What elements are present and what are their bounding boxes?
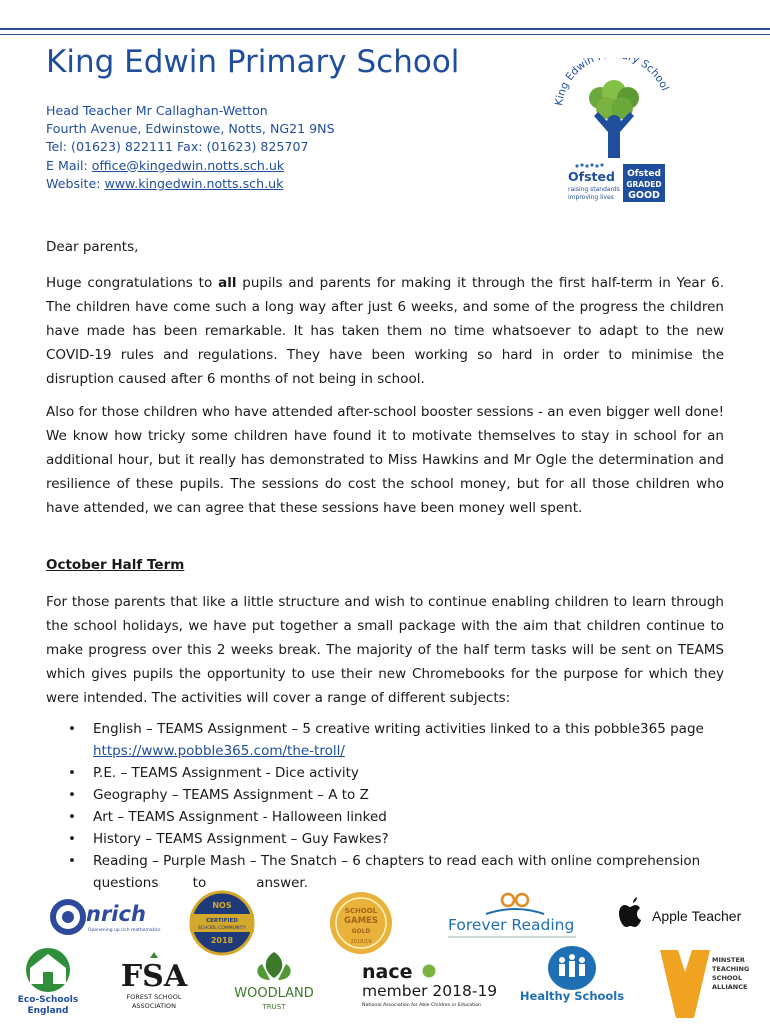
games-year: 2018/19 xyxy=(350,939,372,945)
paragraph-booster-sessions xyxy=(46,400,724,520)
school-crest-logo xyxy=(548,58,673,168)
task-english-text: English – TEAMS Assignment – 5 creative writing activities linked to a this pobble365 page xyxy=(93,721,704,737)
healthy-schools-text: Healthy Schools xyxy=(519,989,625,1003)
paragraph-half-term xyxy=(46,590,724,710)
woodland-trust-text: TRUST xyxy=(262,1003,286,1011)
p1-bold: all xyxy=(218,275,237,291)
ofsted-tagline-2: improving lives xyxy=(568,194,614,201)
nace-subtitle: National Association for Able Children in Education xyxy=(362,1003,482,1008)
crest-arc-text: King Edwin y School xyxy=(553,58,671,107)
nrich-text: nrich xyxy=(86,902,146,926)
list-item xyxy=(46,718,726,762)
head-teacher: Head Teacher Mr Callaghan-Wetton xyxy=(46,103,268,118)
ofsted-badges xyxy=(567,162,667,204)
apple-teacher-text: Apple Teacher xyxy=(652,908,742,924)
task-list xyxy=(46,718,726,894)
nrich-subtitle: Openening up rich mathematics xyxy=(88,928,161,933)
task-reading-answer: answer. xyxy=(256,875,309,891)
ofsted-tagline-1: raising standards xyxy=(568,186,620,193)
website-link[interactable]: www.kingedwin.notts.sch.uk xyxy=(104,175,284,191)
ofsted-grade: GOOD xyxy=(628,190,660,201)
p1-end: pupils and parents for making it through the first half-term in Year 6. The children have come such a long way after just 6 weeks, and some of the progress the children have made has been remarkable. It has taken them no time whatsoever to adapt to the new COVID-19 rules and regulations. They have been working so hard in order to minimise the disruption caused after 6 months of not being in school. xyxy=(46,275,724,387)
woodland-text: WOODLAND xyxy=(234,986,314,1001)
eco-schools-logo xyxy=(8,944,88,1020)
heading-october-half-term: October Half Term xyxy=(46,557,185,573)
minster-line4: ALLIANCE xyxy=(712,983,748,991)
eco-schools-text: Eco-Schools xyxy=(17,995,79,1005)
website-line xyxy=(46,175,335,193)
forever-reading-text: Forever Reading xyxy=(448,916,575,934)
task-reading-text: Reading – Purple Mash – The Snatch – 6 chapters to read each with online comprehension questions xyxy=(93,853,701,891)
task-reading-to: to xyxy=(192,875,207,891)
fsa-text: FSA xyxy=(120,959,188,994)
minster-line2: TEACHING xyxy=(712,965,750,973)
p1-start: Huge congratulations to xyxy=(46,275,219,291)
contact-block xyxy=(46,102,335,193)
email-line xyxy=(46,157,335,175)
minster-line3: SCHOOL xyxy=(712,974,743,982)
fsa-sub2: ASSOCIATION xyxy=(131,1002,177,1010)
minster-teaching-alliance-logo xyxy=(658,948,762,1020)
games-games: GAMES xyxy=(344,916,378,926)
ofsted-brand: Ofsted xyxy=(568,169,615,184)
games-school: SCHOOL xyxy=(344,907,378,915)
header-rule-thin xyxy=(0,34,770,35)
website-label: Website: xyxy=(46,175,105,191)
phone-fax: Tel: (01623) 822111 Fax: (01623) 825707 xyxy=(46,139,309,155)
forest-school-association-logo xyxy=(112,952,197,1016)
nos-certified: CERTIFIED xyxy=(206,918,238,924)
nace-member-text: member 2018-19 xyxy=(362,982,498,1000)
list-item: • History – TEAMS Assignment – Guy Fawkes? xyxy=(46,828,726,850)
list-item: • Art – TEAMS Assignment - Halloween linked xyxy=(46,806,726,828)
salutation: Dear parents, xyxy=(46,239,139,255)
list-item: • Geography – TEAMS Assignment – A to Z xyxy=(46,784,726,806)
woodland-trust-logo xyxy=(224,950,324,1014)
list-item xyxy=(46,850,726,894)
eco-england-text: England xyxy=(27,1006,69,1016)
nos-school-community: SCHOOL COMMUNITY xyxy=(197,926,247,931)
section-heading xyxy=(46,553,724,577)
pobble365-link[interactable]: https://www.pobble365.com/the-troll/ xyxy=(93,743,345,759)
nace-text: nace xyxy=(362,961,413,983)
ofsted-graded-label: GRADED xyxy=(626,180,662,189)
school-name: King Edwin Primary School xyxy=(46,44,460,80)
header-rule-thick xyxy=(0,28,770,30)
paragraph-congratulations xyxy=(46,271,724,391)
games-gold: GOLD xyxy=(351,928,371,935)
healthy-schools-logo xyxy=(518,944,628,1006)
list-item: • P.E. – TEAMS Assignment - Dice activity xyxy=(46,762,726,784)
nos-top-text: NOS xyxy=(212,901,232,910)
p2-text: Also for those children who have attended after-school booster sessions - an even bigger well done! We know how tricky some children have found it to motivate themselves to stay in school for an additional hour, but it really has demonstrated to Miss Hawkins and Mr Ogle the determination and resilience of these pupils. The sessions do cost the school money, but for all those children who have attended, we can agree that these sessions have been money well spent. xyxy=(46,404,724,516)
school-games-gold-logo xyxy=(328,890,394,956)
ofsted-graded-title: Ofsted xyxy=(627,169,661,179)
nace-member-logo xyxy=(358,958,508,1010)
forever-reading-logo xyxy=(446,890,586,942)
apple-teacher-logo xyxy=(618,896,763,936)
p3-text: For those parents that like a little structure and wish to continue enabling children to learn through the school holidays, we have put together a small package with the aim that children continue to make progress over this 2 weeks break. The majority of the half term tasks will be sent on TEAMS which gives pupils the opportunity to use their new Chromebooks for the purpose for which they were intended. The activities will cover a range of different subjects: xyxy=(46,594,724,706)
minster-line1: MINSTER xyxy=(712,956,745,964)
nos-year: 2018 xyxy=(210,936,234,945)
email-link[interactable]: office@kingedwin.notts.sch.uk xyxy=(91,157,285,173)
fsa-sub1: FOREST SCHOOL xyxy=(126,993,182,1001)
address: Fourth Avenue, Edwinstowe, Notts, NG21 9NS xyxy=(46,121,335,137)
email-label: E Mail: xyxy=(46,157,92,173)
nos-badge-logo xyxy=(178,890,266,956)
nrich-logo xyxy=(46,893,161,941)
